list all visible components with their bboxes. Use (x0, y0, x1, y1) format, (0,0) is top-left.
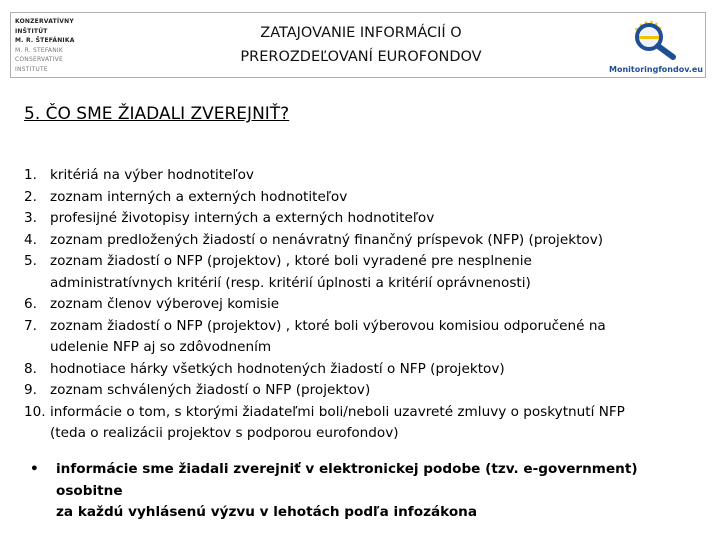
item-number: 10. (24, 403, 46, 420)
list-item (24, 251, 700, 294)
item-number: 3. (24, 210, 37, 226)
logo-line: INŠTITÚT (15, 27, 48, 35)
header-title (191, 21, 531, 69)
list-item (24, 208, 700, 230)
item-text: zoznam členov výberovej komisie (50, 296, 280, 312)
item-text: profesijné životopisy interných a externých hodnotiteľov (50, 210, 435, 226)
item-number: 7. (24, 317, 37, 334)
header-title-line1: ZATAJOVANIE INFORMÁCIÍ O (260, 25, 462, 41)
magnifier-icon (627, 17, 683, 61)
item-text: informácie o tom, s ktorými žiadateľmi boli/neboli uzavreté zmluvy o poskytnutí NFP (50, 403, 625, 420)
list-item (24, 294, 700, 316)
item-text: zoznam interných a externých hodnotiteľov (50, 188, 348, 205)
bullet-note (24, 459, 700, 524)
list-item (24, 165, 700, 187)
requested-items-list (24, 165, 700, 445)
logo-line: KONZERVATÍVNY (15, 18, 74, 25)
item-text: kritériá na výber hodnotiteľov (50, 167, 254, 183)
monitoringfondov-logo (609, 17, 703, 75)
item-text: administratívnych kritérií (resp. kritérií úplnosti a kritérií oprávnenosti) (50, 274, 531, 291)
logo-line: M. R. STEFANIK (15, 46, 64, 54)
item-number: 2. (24, 188, 37, 205)
list-item (24, 316, 700, 359)
item-text: (teda o realizácii projektov s podporou eurofondov) (50, 425, 399, 441)
item-text: zoznam predložených žiadostí o nenávratný finančný príspevok (NFP) (projektov) (50, 231, 604, 248)
list-item (24, 402, 700, 445)
list-item (24, 187, 700, 209)
item-text: zoznam žiadostí o NFP (projektov) , ktoré boli vyradené pre nesplnenie (50, 253, 532, 269)
brand-text: Monitoringfondov.eu (609, 65, 703, 74)
list-item (24, 230, 700, 252)
item-text: hodnotiace hárky všetkých hodnotených žiadostí o NFP (projektov) (50, 360, 505, 377)
item-number: 5. (24, 253, 37, 269)
item-number: 6. (24, 296, 37, 312)
item-number: 4. (24, 231, 37, 248)
item-number: 9. (24, 382, 37, 398)
item-text: zoznam schválených žiadostí o NFP (projektov) (50, 382, 371, 398)
logo-line: INSTITUTE (15, 65, 48, 73)
bullet-symbol: • (30, 461, 39, 477)
item-text: udelenie NFP aj so zdôvodnením (50, 339, 272, 355)
logo-line: M. R. ŠTEFÁNIKA (15, 37, 75, 44)
konzervativny-institut-logo (15, 17, 97, 73)
list-item (24, 359, 700, 381)
list-item (24, 380, 700, 402)
section-heading: 5. ČO SME ŽIADALI ZVEREJNIŤ? (24, 104, 290, 124)
slide-header (10, 12, 706, 78)
bullet-text: informácie sme žiadali zverejniť v elektronickej podobe (tzv. e-government) osobitne (56, 461, 638, 499)
bullet-text: za každú vyhlásenú výzvu v lehotách podľa infozákona (56, 504, 478, 520)
item-number: 8. (24, 360, 37, 377)
item-text: zoznam žiadostí o NFP (projektov) , ktoré boli výberovou komisiou odporučené na (50, 317, 606, 334)
logo-line: CONSERVATIVE (15, 56, 63, 63)
item-number: 1. (24, 167, 37, 183)
header-title-line2: PREROZDEĽOVANÍ EUROFONDOV (240, 49, 482, 65)
